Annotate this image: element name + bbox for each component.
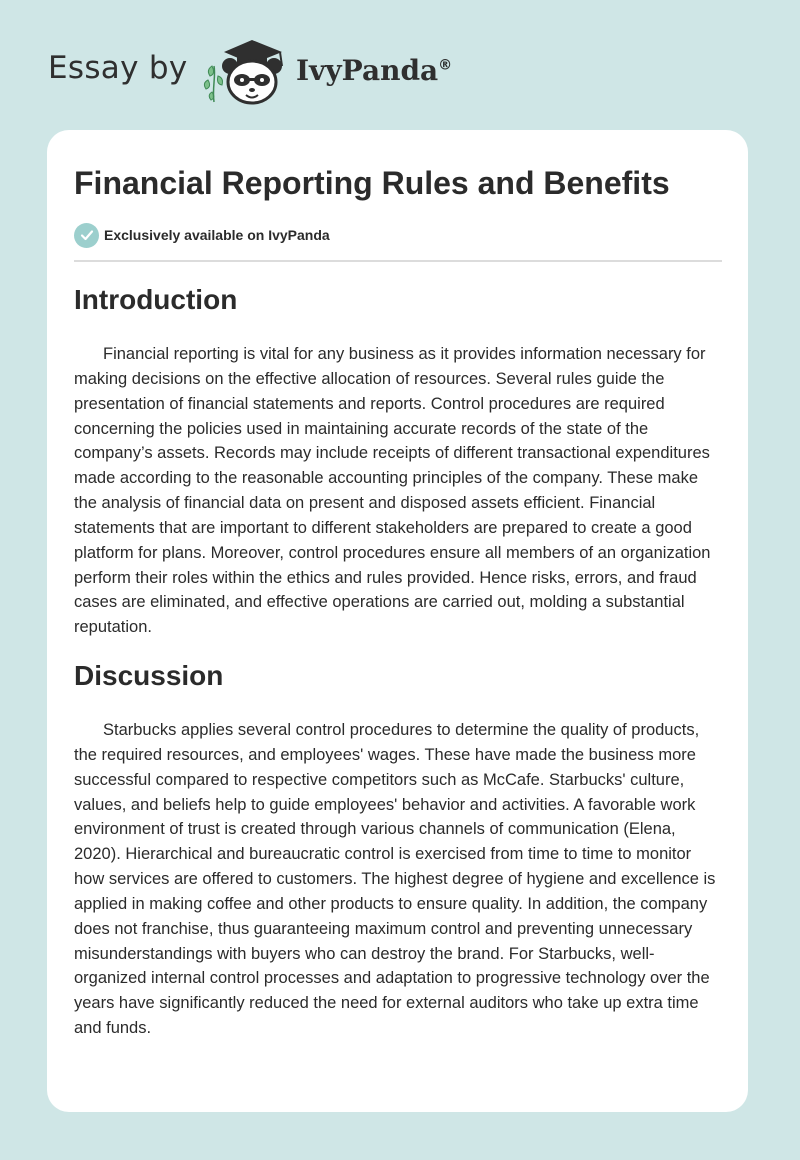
section-heading-introduction: Introduction xyxy=(74,284,238,315)
exclusive-badge xyxy=(74,222,330,248)
site-header xyxy=(0,0,800,130)
section-heading-discussion: Discussion xyxy=(74,660,224,691)
section-paragraph-introduction: Financial reporting is vital for any business as it provides information necessary for making decisions on the effective allocation of resources. Several rules guide the presentation of financial statements and reports. Control procedures are required concerning the policies used in maintaining accurate records of the state of the company’s assets. Records may include receipts of different transactional expenditures made according to the reasonable accounting principles of the company. These make the analysis of financial data on present and disposed assets efficient. Financial statements that are important to different stakeholders are prepared to create a good platform for plans. Moreover, control procedures ensure all members of an organization perform their roles within the ethics and rules provided. Hence risks, errors, and fraud cases are eliminated, and effective operations are carried out, molding a substantial reputation. xyxy=(74,345,711,637)
panda-graduate-icon[interactable] xyxy=(200,36,292,108)
section-paragraph-discussion: Starbucks applies several control procedures to determine the quality of products, the required resources, and employees' wages. These have made the business more successful compared to respective competitors such as McCafe. Starbucks' culture, values, and beliefs help to guide employees' behavior and activities. A favorable work environment of trust is created through various channels of communication (Elena, 2020). Hierarchical and bureaucratic control is exercised from time to time to monitor how services are offered to customers. The highest degree of hygiene and excellence is applied in making coffee and other products to ensure quality. In addition, the company does not franchise, thus guaranteeing maximum control and preventing unnecessary misunderstandings with buyers who can destroy the brand. For Starbucks, well-organized internal control processes and adaptation to progressive technology over the years have significantly reduced the need for external auditors who take up extra time and funds. xyxy=(74,721,716,1038)
registered-mark: ® xyxy=(438,57,453,74)
page-title: Financial Reporting Rules and Benefits xyxy=(74,165,670,201)
brand-name[interactable]: IvyPanda® xyxy=(296,54,453,87)
essay-by-label: Essay by xyxy=(48,50,188,86)
essay-card xyxy=(47,130,748,1112)
title-divider xyxy=(74,260,722,262)
exclusive-badge-label: Exclusively available on IvyPanda xyxy=(104,227,330,243)
check-circle-icon xyxy=(74,223,99,248)
